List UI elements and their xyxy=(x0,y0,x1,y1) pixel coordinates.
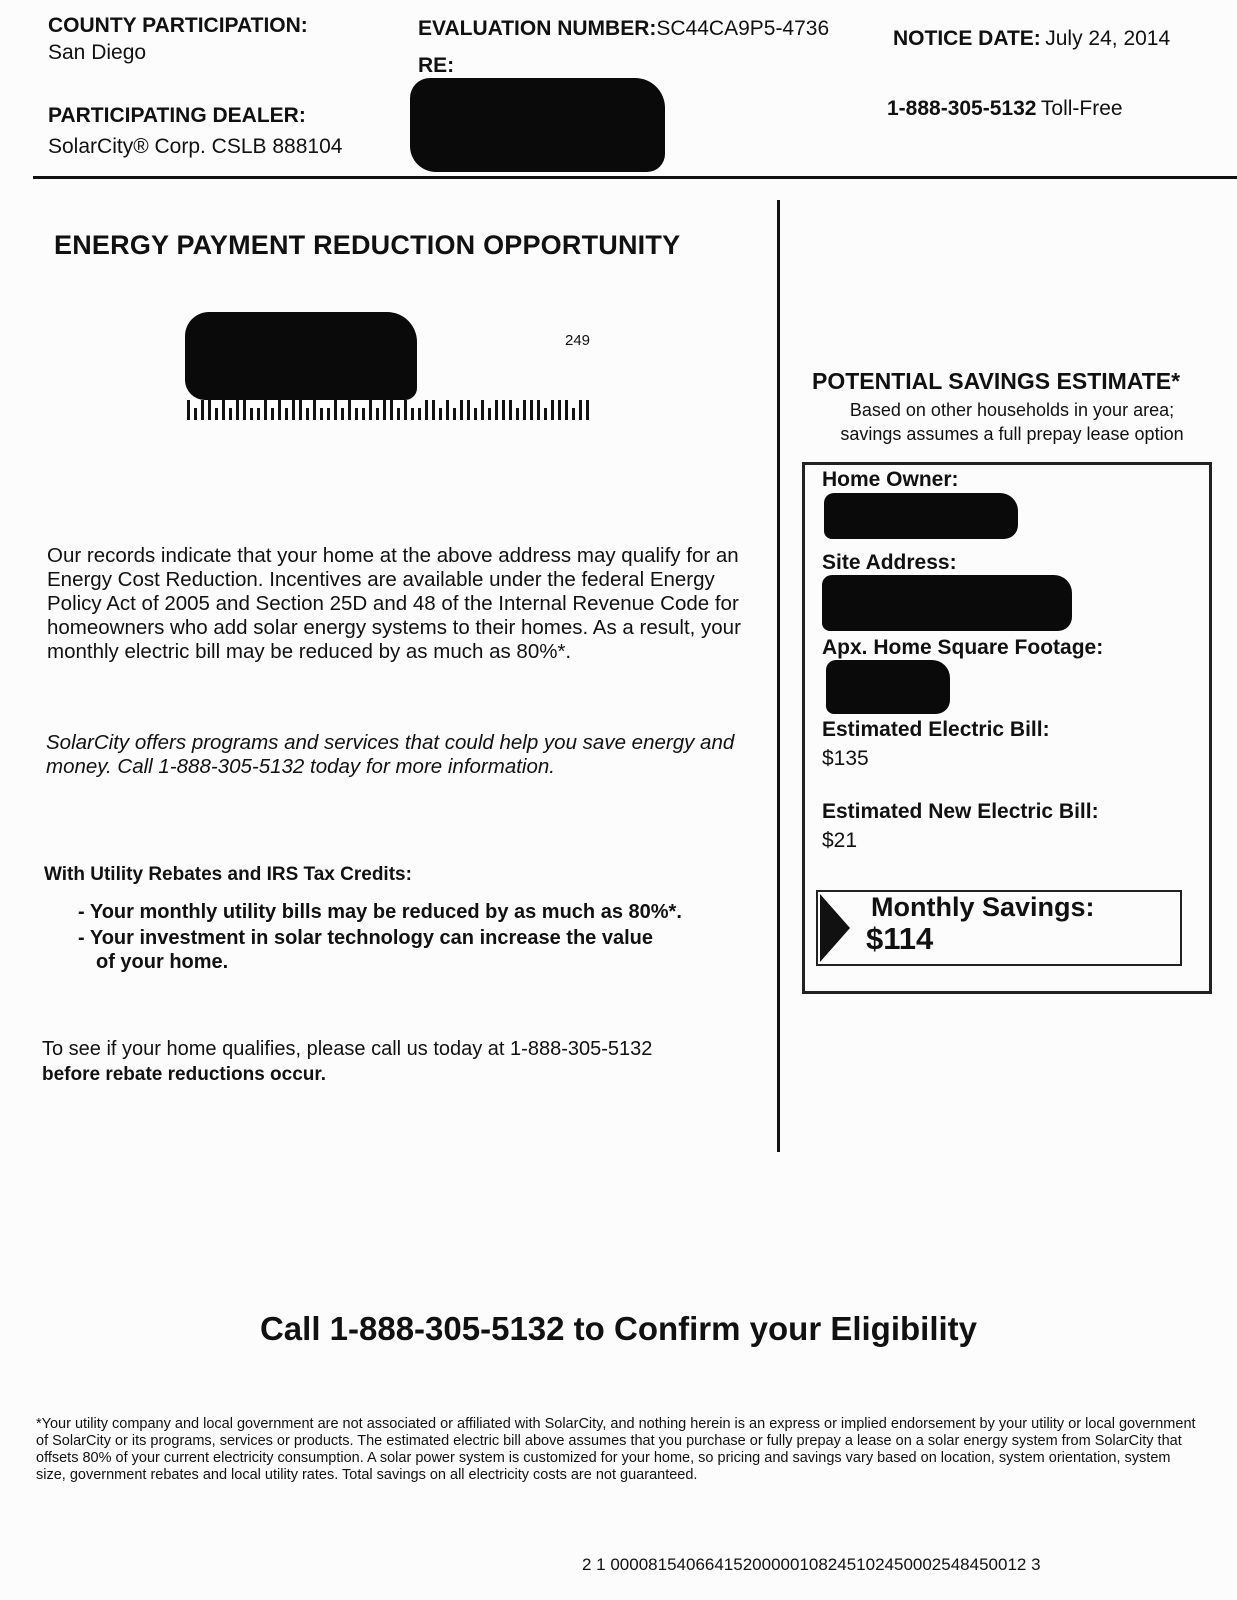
notice-value: July 24, 2014 xyxy=(1045,27,1171,50)
header-divider xyxy=(33,176,1237,179)
redacted-home-owner xyxy=(824,493,1018,539)
tracking-number: 2 1 00008154066415200000108245102450002548450012 3 xyxy=(582,1555,1041,1574)
postal-barcode xyxy=(187,394,597,420)
qualify-paragraph: Our records indicate that your home at the above address may qualify for an Energy Cost Reduction. Incentives are available under the federal Energy Policy Act of 2005 and Section 25D and 48 of the Internal Revenue Code for homeowners who add solar energy systems to their homes. As a result, your monthly electric bill may be reduced by as much as 80%*. xyxy=(47,544,741,663)
bullet-home-value-cont: of your home. xyxy=(96,951,229,973)
monthly-savings-value: $114 xyxy=(866,921,934,956)
qualify-call-line: To see if your home qualifies, please call us today at 1-888-305-5132 xyxy=(42,1038,653,1060)
county-label: COUNTY PARTICIPATION: xyxy=(48,14,308,37)
rebates-heading: With Utility Rebates and IRS Tax Credits: xyxy=(44,864,412,885)
header-phone-number: 1-888-305-5132 xyxy=(887,97,1037,120)
bullet-home-value: - Your investment in solar technology can increase the value xyxy=(78,927,653,949)
estimate-subtitle-1: Based on other households in your area; xyxy=(849,400,1175,420)
redacted-address-block xyxy=(410,78,665,172)
redacted-square-footage xyxy=(826,660,950,714)
arrow-icon xyxy=(820,894,850,962)
estimate-title: POTENTIAL SAVINGS ESTIMATE* xyxy=(812,368,1181,394)
county-value: San Diego xyxy=(48,41,147,64)
home-owner-label: Home Owner: xyxy=(822,468,959,491)
notice-label: NOTICE DATE: xyxy=(893,27,1041,50)
column-divider xyxy=(777,200,780,1152)
notice-date xyxy=(893,27,1170,51)
bullet-bill-reduction: - Your monthly utility bills may be reduced by as much as 80%*. xyxy=(78,901,682,923)
redacted-site-address xyxy=(822,575,1072,631)
square-footage-label: Apx. Home Square Footage: xyxy=(822,636,1104,659)
estimated-bill-value: $135 xyxy=(822,747,869,770)
dealer-label: PARTICIPATING DEALER: xyxy=(48,104,306,127)
rebate-warning-line: before rebate reductions occur. xyxy=(42,1064,327,1085)
header-phone-suffix: Toll-Free xyxy=(1040,97,1123,120)
estimate-subtitle-2: savings assumes a full prepay lease option xyxy=(840,424,1184,444)
new-bill-value: $21 xyxy=(822,829,858,852)
evaluation-number xyxy=(418,17,829,41)
site-address-label: Site Address: xyxy=(822,551,957,574)
mail-code: 249 xyxy=(565,332,591,349)
monthly-savings-label: Monthly Savings: xyxy=(871,892,1095,922)
header-phone xyxy=(887,97,1123,121)
page-title: ENERGY PAYMENT REDUCTION OPPORTUNITY xyxy=(54,230,681,260)
estimated-bill-label: Estimated Electric Bill: xyxy=(822,718,1050,741)
dealer-value: SolarCity® Corp. CSLB 888104 xyxy=(48,135,343,158)
eval-value: SC44CA9P5-4736 xyxy=(656,17,830,40)
re-label: RE: xyxy=(418,54,455,77)
new-bill-label: Estimated New Electric Bill: xyxy=(822,800,1099,823)
offer-paragraph: SolarCity offers programs and services that could help you save energy and money. Call 1-888-305-5132 today for more information. xyxy=(46,731,735,778)
call-to-action: Call 1-888-305-5132 to Confirm your Eligibility xyxy=(259,1310,978,1347)
redacted-recipient-block xyxy=(185,312,417,400)
footnote-disclaimer: *Your utility company and local government are not associated or affiliated with SolarCity, and nothing herein is an express or implied endorsement by your utility or local government of SolarCity or its programs, services or products. The estimated electric bill above assumes that you purchase or fully prepay a lease on a solar energy system from SolarCity that offsets 80% of your current electricity consumption. A solar power system is customized for your home, so pricing and savings vary based on location, system orientation, system size, government rebates and local utility rates. Total savings on all electricity costs are not guaranteed. xyxy=(36,1416,1196,1483)
eval-label: EVALUATION NUMBER: xyxy=(418,17,657,40)
